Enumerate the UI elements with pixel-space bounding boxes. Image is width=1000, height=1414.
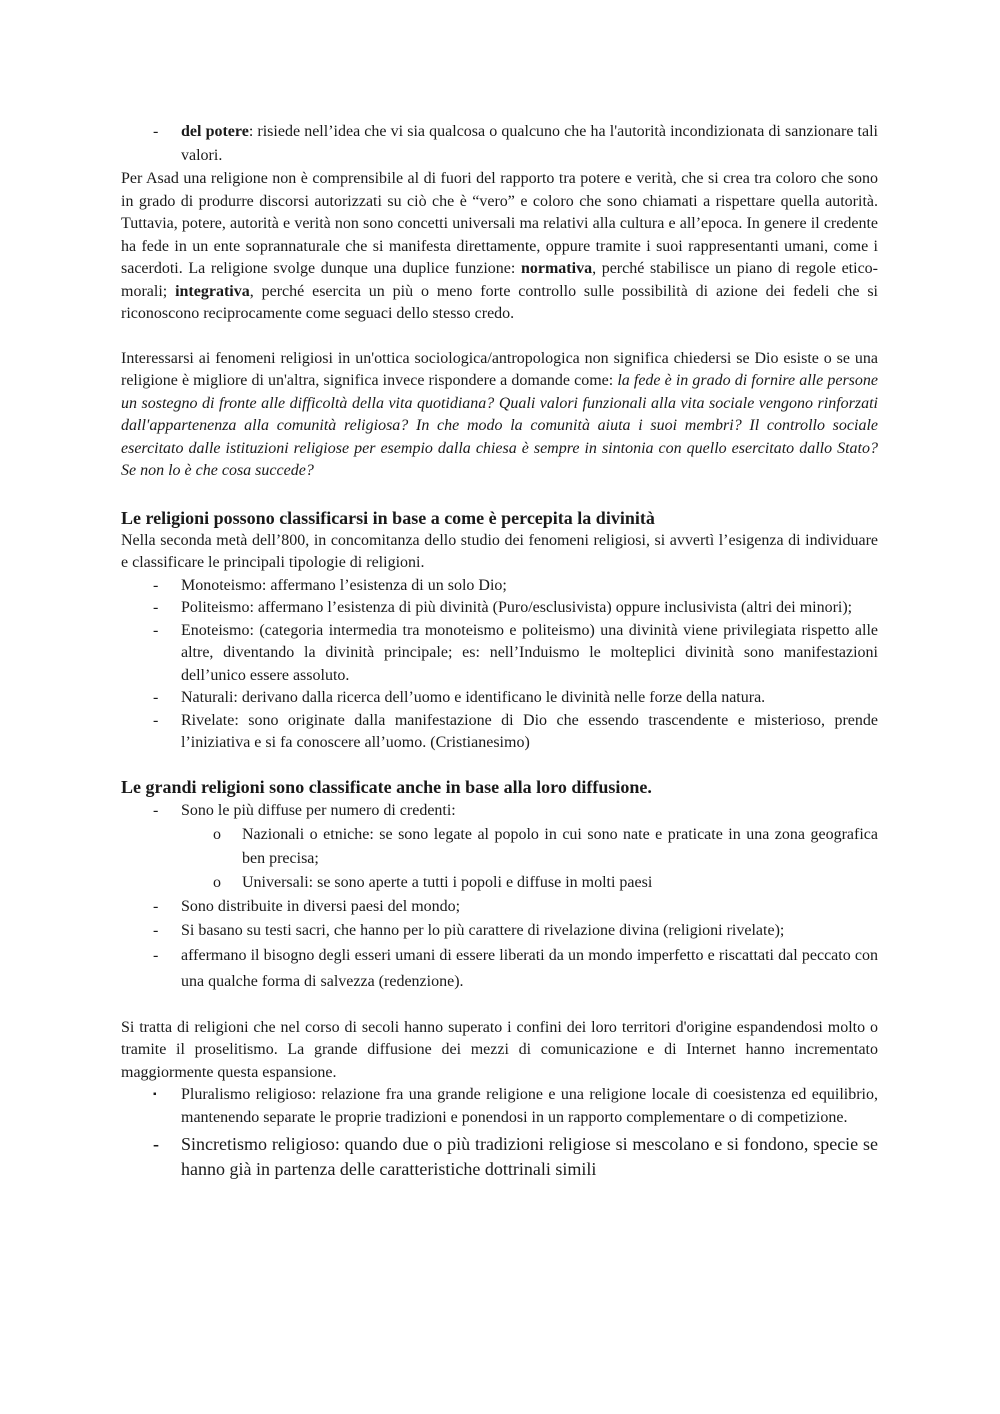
sub-item-text: Nazionali o etniche: se sono legate al popolo in cui sono nate e praticate in una zona geografica ben precisa; xyxy=(242,825,878,867)
dash-marker: - xyxy=(153,801,159,819)
square-bullet-marker: ▪ xyxy=(153,1089,157,1100)
list-item xyxy=(121,710,878,755)
dash-marker: - xyxy=(153,711,159,729)
spacer xyxy=(121,326,878,348)
bold-term: del potere xyxy=(181,123,249,140)
dash-marker: - xyxy=(153,123,159,140)
religion-types-list xyxy=(121,575,878,755)
circle-marker: o xyxy=(213,825,221,843)
paragraph-text: Interessarsi ai fenomeni religiosi in un'ottica sociologica/antropologica non significa chiedersi se Dio esiste o se una religione è migliore di un'altra, significa invece rispondere a domande come: xyxy=(121,349,878,389)
paragraph-text: , perché esercita un più o meno forte controllo sulle possibilità di azione dei fedeli che si riconoscono reciprocamente come seguaci dello stesso credo. xyxy=(121,282,878,322)
paragraph-text: , perché stabilisce un piano di regole etico-morali; xyxy=(121,260,879,300)
sub-list-item xyxy=(121,871,878,895)
list-item-text: Pluralismo religioso: relazione fra una grande religione e una religione locale di coesistenza ed equilibrio, mantenendo separate le proprie tradizioni e ponendosi in un rapporto complementare o di competizione. xyxy=(181,1086,878,1126)
page-content xyxy=(121,120,878,1182)
spacer xyxy=(121,995,878,1017)
list-item-text: Rivelate: sono originate dalla manifestazione di Dio che essendo trascendente e misterioso, prende l’iniziativa e si fa conoscere all’uomo. (Cristianesimo) xyxy=(181,711,878,751)
dash-marker: - xyxy=(153,1134,159,1154)
list-item-text: Monoteismo: affermano l’esistenza di un solo Dio; xyxy=(181,576,507,594)
list-item-pluralismo xyxy=(121,1084,878,1129)
paragraph-text: Per Asad una religione non è comprensibile al di fuori del rapporto tra potere e verità, che si crea tra coloro che sono in grado di produrre discorsi autorizzati su ciò che è “vero” e coloro che sono chiamati a rispettare quella autorità. Tuttavia, potere, autorità e verità non sono concetti universali ma relativi alla cultura e all’epoca. In genere il credente ha fede in un ente soprannaturale che si manifesta direttamente, oppure tramite i suoi rappresentanti umani, come i sacerdoti. La religione svolge dunque una duplice funzione: xyxy=(121,170,878,277)
list-item-text: affermano il bisogno degli esseri umani di essere liberati da un mondo imperfetto e riscattati dal peccato con una qualche forma di salvezza (redenzione). xyxy=(181,946,878,990)
list-item-text: Politeismo: affermano l’esistenza di più divinità (Puro/esclusivista) oppure inclusivista (altri dei minori); xyxy=(181,599,853,616)
sub-item-text: Universali: se sono aperte a tutti i popoli e diffuse in molti paesi xyxy=(242,873,653,891)
section-intro: Nella seconda metà dell’800, in concomitanza dello studio dei fenomeni religiosi, si avvertì l’esigenza di individuare e classificare le principali tipologie di religioni. xyxy=(121,531,878,571)
diffusion-list xyxy=(121,799,878,995)
list-item xyxy=(121,895,878,919)
list-item xyxy=(121,575,878,598)
dash-marker: - xyxy=(153,576,159,594)
spacer xyxy=(121,483,878,506)
list-item-text: Naturali: derivano dalla ricerca dell’uomo e identificano le divinità nelle forze della natura. xyxy=(181,689,766,706)
list-item-text: Sono le più diffuse per numero di credenti: xyxy=(181,801,456,819)
dash-marker: - xyxy=(153,946,159,964)
list-item-text: Si basano su testi sacri, che hanno per lo più carattere di rivelazione divina (religioni rivelate); xyxy=(181,921,785,939)
spacer xyxy=(121,755,878,775)
list-item xyxy=(121,799,878,823)
paragraph-asad xyxy=(121,168,878,326)
dash-marker: - xyxy=(153,621,159,639)
final-list xyxy=(121,1084,878,1182)
dash-marker: - xyxy=(153,689,159,706)
section-heading-divinita: Le religioni possono classificarsi in base a come è percepita la divinità xyxy=(121,507,655,528)
dash-marker: - xyxy=(153,921,159,939)
paragraph-sociologia xyxy=(121,348,878,483)
list-item-del-potere xyxy=(121,120,878,168)
bold-term: normativa xyxy=(520,260,593,277)
bold-term: integrativa xyxy=(175,282,250,300)
italic-questions: la fede è in grado di fornire alle persone un sostegno di fronte alle difficoltà della vita quotidiana? Quali valori funzionali alla vita sociale vengono rinforzati dall'appartenenza alla comunità religiosa? In che modo la comunità aiuta i suoi membri? Il controllo sociale esercitato dalle istituzioni religiose per esempio dalla chiesa è sempre in sintonia con quello esercitato dallo Stato? Se non lo è che cosa succede? xyxy=(121,372,878,479)
list-item xyxy=(121,687,878,710)
dash-marker: - xyxy=(153,897,159,915)
list-item-text: Sono distribuite in diversi paesi del mondo; xyxy=(181,897,461,915)
list-item xyxy=(121,919,878,943)
list-item xyxy=(121,943,878,995)
circle-marker: o xyxy=(213,873,221,891)
list-item-text: Enoteismo: (categoria intermedia tra monoteismo e politeismo) una divinità viene privilegiata rispetto alle altre, diventando la divinità principale; es: nell’Induismo le molteplici divinità sono manifestazioni dell’unico essere assoluto. xyxy=(181,621,878,684)
dash-marker: - xyxy=(153,599,159,616)
sub-list-item xyxy=(121,823,878,871)
section-heading-diffusione: Le grandi religioni sono classificate anche in base alla loro diffusione. xyxy=(121,776,652,797)
list-item xyxy=(121,620,878,688)
list-item-sincretismo xyxy=(121,1132,878,1182)
paragraph-espansione: Si tratta di religioni che nel corso di secoli hanno superato i confini dei loro territori d'origine espandendosi molto o tramite il proselitismo. La grande diffusione dei mezzi di comunicazione e di Internet hanno incrementato maggiormente questa espansione. xyxy=(121,1018,878,1081)
list-item xyxy=(121,597,878,620)
list-item-text: Sincretismo religioso: quando due o più tradizioni religiose si mescolano e si fondono, specie se hanno già in partenza delle caratteristiche dottrinali simili xyxy=(181,1134,878,1179)
list-item-text: : risiede nell’idea che vi sia qualcosa o qualcuno che ha l'autorità incondizionata di sanzionare tali valori. xyxy=(181,123,878,164)
